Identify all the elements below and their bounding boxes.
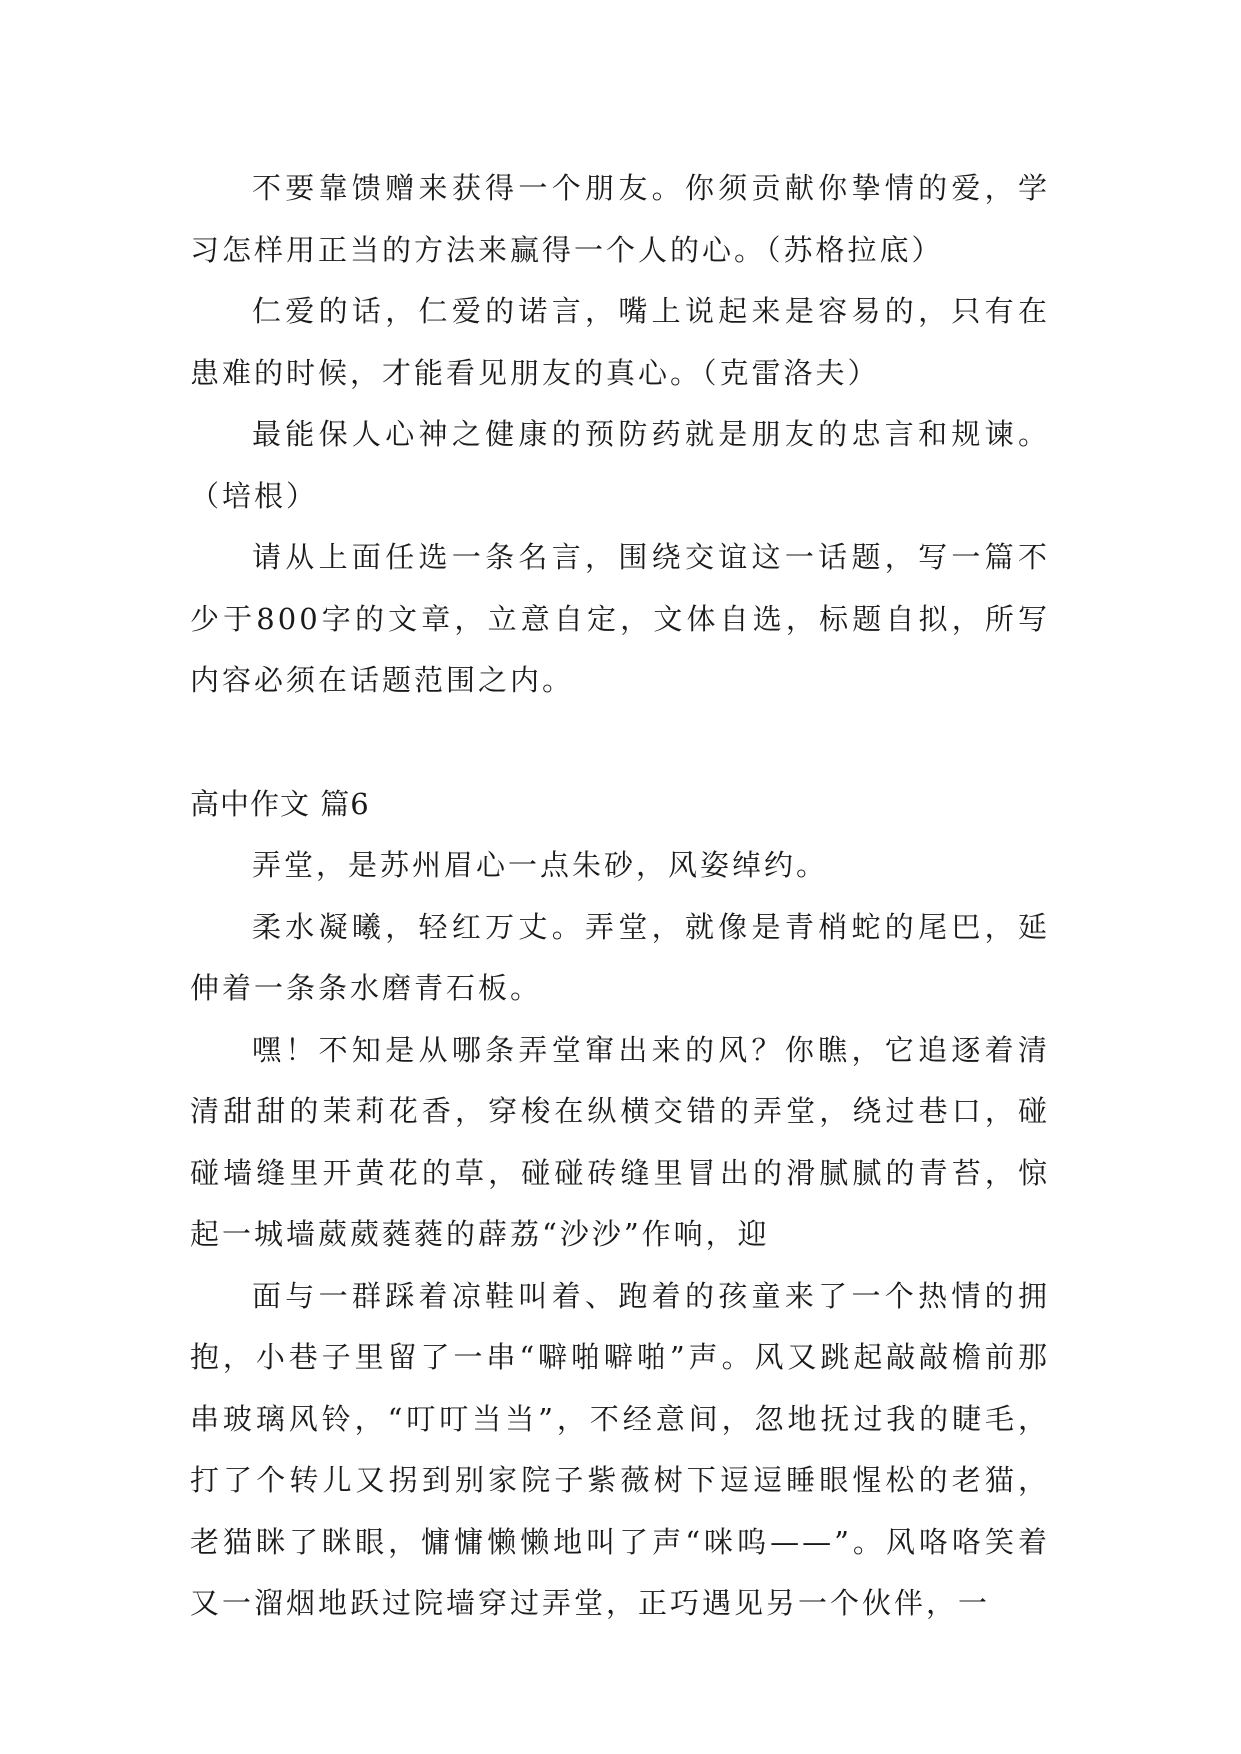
- essay-body: [190, 835, 1050, 1635]
- essay-paragraph: 柔水凝曦，轻红万丈。弄堂，就像是青梢蛇的尾巴，延伸着一条条水磨青石板。: [190, 909, 1050, 1005]
- essay-heading: 高中作文 篇6: [190, 786, 370, 821]
- quote-krylov: 仁爱的话，仁爱的诺言，嘴上说起来是容易的，只有在患难的时候，才能看见朋友的真心。（克雷洛夫）: [190, 294, 1050, 390]
- essay-paragraph: 嘿！不知是从哪条弄堂窜出来的风？你瞧，它追逐着清清甜甜的茉莉花香，穿梭在纵横交错的弄堂，绕过巷口，碰碰墙缝里开黄花的草，碰碰砖缝里冒出的滑腻腻的青苔，惊起一城墙葳葳蕤蕤的薜荔“沙沙”作响，迎: [190, 1032, 1050, 1251]
- writing-prompt: 请从上面任选一条名言，围绕交谊这一话题，写一篇不少于800字的文章，立意自定，文体自选，标题自拟，所写内容必须在话题范围之内。: [190, 540, 1050, 697]
- essay-paragraph: 弄堂，是苏州眉心一点朱砂，风姿绰约。: [252, 848, 829, 882]
- quote-bacon: 最能保人心神之健康的预防药就是朋友的忠言和规谏。（培根）: [190, 417, 1050, 513]
- quote-socrates: 不要靠馈赠来获得一个朋友。你须贡献你挚情的爱，学习怎样用正当的方法来赢得一个人的心。（苏格拉底）: [190, 171, 1050, 267]
- quotes-section: [190, 158, 1050, 712]
- essay-paragraph: 面与一群踩着凉鞋叫着、跑着的孩童来了一个热情的拥抱，小巷子里留了一串“噼啪噼啪”声。风又跳起敲敲檐前那串玻璃风铃，“叮叮当当”，不经意间，忽地抚过我的睫毛，打了个转儿又拐到别家院子紫薇树下逗逗睡眼惺松的老猫，老猫眯了眯眼，慵慵懒懒地叫了声“咪呜——”。风咯咯笑着又一溜烟地跃过院墙穿过弄堂，正巧遇见另一个伙伴，一: [190, 1278, 1050, 1620]
- document-page: [190, 158, 1050, 1635]
